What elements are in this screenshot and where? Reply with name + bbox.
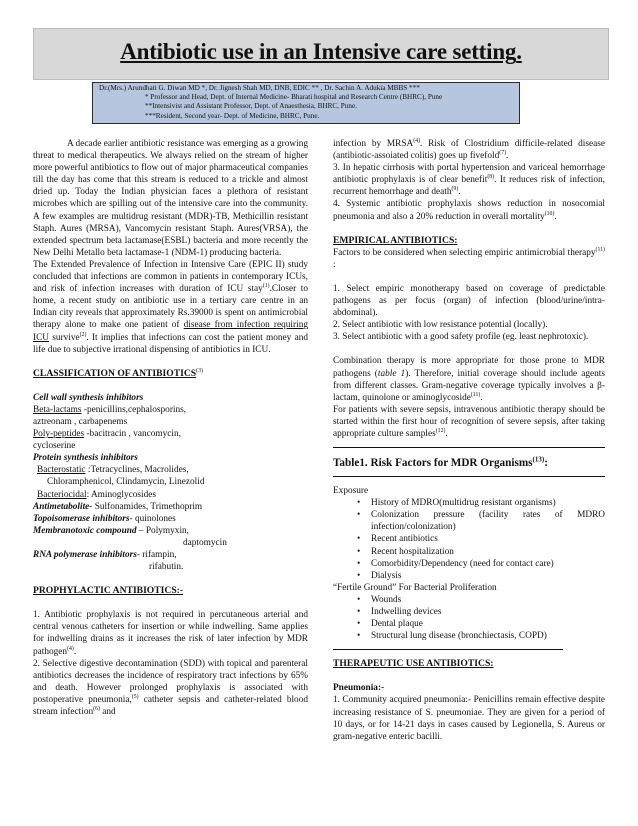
class-betalactams: [33, 404, 308, 416]
left-column: [33, 138, 308, 718]
therapeutic-heading: THERAPEUTIC USE ANTIBIOTICS:: [333, 658, 494, 670]
classification-heading-text: CLASSIFICATION OF ANTIBIOTICS: [33, 367, 197, 379]
fertile-ground-label: “Fertile Ground” For Bacterial Proliferation: [333, 582, 497, 593]
table-reference: table 1: [377, 368, 406, 379]
intro-2-text-d: survive: [49, 332, 80, 343]
antimetabolite-label: Antimetabolite-: [33, 501, 93, 512]
class-cell-wall: Cell wall synthesis inhibitors: [33, 392, 144, 403]
class-antimetabolite: [33, 501, 308, 513]
polypeptides-label: Poly-peptides: [33, 429, 85, 440]
combo-text-c: .: [480, 392, 483, 403]
list-item: • Wounds: [371, 594, 605, 606]
paper-title-text: Antibiotic use in an Intensive care setting: [120, 39, 517, 64]
intro-paragraph-1: A decade earlier antibiotic resistance was emerging as a growing threat to medical therapeutics. We always relied on the stream of higher more powerful antibiotics to flow out of major pharmaceutical companies till the day has come that this stream is reduced to a trickle and almost dried up. Today the Indian physician faces a plethora of resistant microbes which are spilling out of the intensive care into the community. A few examples are multidrug resistant (MDR)-TB, Methicillin resistant Staph. Aures (MRSA), Vancomycin resistant Staph. Aures(VRSA), the extended spectrum beta lactamase(ESBL) bacteria and more recently the New Delhi Metallo beta lactamase-1 (NDM-1) producing bacteria.: [33, 139, 308, 258]
table-title-text: Table1. Risk Factors for MDR Organisms: [333, 457, 533, 470]
p3-text-a: 3. In hepatic cirrhosis with portal hypertension and variceal hemorrhage antibiotic prophylaxis is of clear benefit: [333, 163, 605, 186]
proph-2-text-a: 2. Selective digestive decontamination (SDD) with topical and parenteral antibiotics decreases the incidence of respiratory tract infections by 65% and death. However prolonged prophylaxis is associated with postoperative pneumonia,: [33, 658, 308, 705]
pneumonia-paragraph: 1. Community acquired pneumonia:- Penicillins remain effective despite increasing resistance of S. pneumoniae. They are given for a period of 10 days, or for 14-21 days in cases caused by Legionella, S. Aureus or gram-negative enteric bacilli.: [333, 695, 605, 742]
antimetabolite-text: Sulfonamides, Trimethoprim: [92, 501, 203, 512]
rna-label: RNA polymerase inhibitors: [33, 550, 137, 560]
class-polypeptides: [33, 428, 308, 440]
prophylactic-point-1: [33, 609, 308, 657]
bactericidal-text: : Aminoglycosides: [86, 489, 157, 500]
class-cycloserine: cycloserine: [33, 441, 76, 452]
bacteriostatic-text: :Tetracyclines, Macrolides,: [85, 465, 189, 476]
intro-2-text-b: .Closer to home, a recent study on antibiotic use in a tertiary care centre in an Indian city reveals that approximately Rs.39000 is spent on antimicrobial therapy alone to make one patient of: [33, 284, 308, 331]
class-bactericidal: [33, 489, 308, 501]
severe-text-a: For patients with severe sepsis, intravenous antibiotic therapy should be started within the first hour of recognition of severe sepsis, after taking appropriate culture samples: [333, 404, 605, 439]
table-bottom-rule: [333, 649, 563, 650]
proph-1-end: .: [73, 646, 77, 657]
empirical-intro: [333, 247, 605, 271]
exposure-label: Exposure: [333, 486, 369, 497]
citation-4b: (4): [413, 137, 421, 144]
table-header-rule: [333, 476, 605, 477]
emp-text-a: Factors to be considered when selecting empiric antimicrobial therapy: [333, 247, 596, 258]
p3-text-b: . It reduces risk of infection, recurrent hemorrhage and death: [333, 175, 606, 198]
list-item: • Indwelling devices: [371, 606, 605, 618]
empirical-heading: EMPIRICAL ANTIBIOTICS:: [333, 234, 458, 246]
citation-3: (3): [196, 367, 203, 374]
citation-10: (10): [544, 210, 555, 217]
citation-1: (1): [262, 283, 270, 290]
bacteriostatic-label: Bacterostatic: [37, 465, 86, 476]
author-affiliation-1: * Professor and Head, Dept. of Internal Medicine- Bharati hospital and Research Centre (BHRC), Pune: [145, 93, 443, 102]
table-title-end: :: [544, 457, 548, 470]
combo-text-a: Combination therapy is more appropriate for those prone to MDR pathogens (: [333, 356, 605, 379]
class-aztreonam: aztreonam , carbapenems: [33, 416, 128, 427]
rna-text: - rifampin,: [136, 550, 177, 560]
p4-text-a: 4. Systemic antibiotic prophylaxis shows reduction in nosocomial pneumonia and also a 20% reduction in overall mortality: [333, 199, 605, 222]
cont-text-c: .: [506, 151, 509, 162]
p4-text-b: .: [554, 211, 557, 222]
empirical-point-2: 2. Select antibiotic with low resistance potential (locally).: [333, 320, 548, 331]
list-item: • Structural lung disease (bronchiectasis, COPD): [371, 630, 605, 642]
right-column: [333, 138, 605, 743]
intro-paragraph-2: [33, 259, 308, 356]
paper-title-trail: .: [516, 39, 522, 64]
class-chloramphenicol: Chloramphenicol, Clindamycin, Linezolid: [47, 477, 205, 488]
polypeptides-text: -bacitracin , vancomycin,: [84, 429, 181, 440]
list-item: • Comorbidity/Dependency (need for contact care): [371, 558, 605, 570]
citation-6: (6): [93, 705, 100, 712]
proph-1-text: 1. Antibiotic prophylaxis is not required in percutaneous arterial and central venous catheters for insertion or while indwelling. Same applies for indwelling drains as it increases the risk of later infection by MDR pathogen: [33, 610, 308, 657]
prophylactic-heading: PROPHYLACTIC ANTIBIOTICS:-: [33, 585, 184, 597]
class-daptomycin: daptomycin: [183, 537, 227, 548]
class-bacteriostatic: [33, 464, 308, 476]
risk-factor-table: [333, 485, 605, 642]
author-affiliation-3: ***Resident, Second year- Dept. of Medicine, BHRC, Pune.: [145, 111, 320, 120]
emp-text-b: :: [333, 259, 336, 270]
list-item: • Dialysis: [371, 570, 605, 582]
combo-text-b: ). Therefore, initial coverage should include agents from different classes. Gram-negative coverage typically involves a β-lactam, quinolone or aminoglycoside: [333, 368, 605, 403]
prophylactic-point-3: [333, 162, 605, 198]
pneumonia-heading: Pneumonia:-: [333, 683, 385, 694]
cont-text-a: infection by MRSA: [333, 139, 414, 149]
paper-title: [34, 39, 608, 65]
class-rifabutin: rifabutin.: [149, 562, 184, 573]
intro-2-text-e: . It implies that infections can cost the patient money and life due to subjective irrational dispensing of antibiotics in ICU.: [33, 332, 308, 355]
table-title: [333, 456, 605, 470]
severe-sepsis-paragraph: [333, 404, 605, 440]
empirical-point-3: 3. Select antibiotic with a good safety profile (eg. least nephrotoxic).: [333, 332, 589, 343]
topoisomerase-text: - quinolones: [129, 513, 176, 524]
citation-7: (7): [499, 150, 507, 156]
prophylactic-continued: [333, 138, 605, 162]
citation-8: (8): [487, 174, 495, 181]
author-info-box: [92, 82, 520, 124]
citation-2: (2): [79, 331, 87, 338]
author-affiliation-2: **Intensivist and Assistant Professor, Dept. of Anaesthesia, BHRC, Pune.: [145, 102, 357, 111]
intro-2-underlined: disease from infection requiring ICU: [33, 320, 308, 343]
list-item: • Recent hospitalization: [371, 546, 605, 558]
cont-text-b: . Risk of Clostridium difficile-related disease (antibiotic-assoiated colitis) goes up fivefold: [333, 139, 605, 162]
proph-2-text-c: and: [99, 707, 116, 718]
class-membranotoxic: [33, 525, 308, 537]
classification-list: [33, 392, 308, 573]
betalactams-label: Beta-lactams: [33, 404, 82, 415]
proph-2-text-b: catheter sepsis and catheter-related blood stream infection: [33, 694, 309, 718]
fertile-ground-list: [333, 594, 605, 642]
prophylactic-point-4: [333, 198, 605, 222]
class-protein: Protein synthesis inhibitors: [33, 453, 138, 464]
citation-13: (13): [532, 455, 545, 464]
bactericidal-label: Bacteriocidal: [37, 489, 87, 500]
list-item: • Dental plaque: [371, 618, 605, 630]
list-item: • Colonization pressure (facility rates of MDRO infection/colonization): [371, 509, 605, 533]
empirical-point-1: 1. Select empiric monotherapy based on coverage of predictable pathogens as per focus (organ) of infection (blood/urine/intra-abdominal).: [333, 283, 605, 319]
intro-2-text-a: The Extended Prevalence of Infection in Intensive Care (EPIC II) study concluded that infections are common in patients in contemporary ICUs, and risk of infection increases with duration of ICU stay: [33, 259, 308, 295]
class-rna: [33, 549, 308, 561]
list-item: • Recent antibiotics: [371, 533, 605, 545]
membranotoxic-label: Membranotoxic compound: [33, 525, 137, 536]
topoisomerase-label: Topoisomerase inhibitors: [33, 513, 130, 524]
author-names: Dr.(Mrs.) Arundhati G. Diwan MD *, Dr. Jignesh Shah MD, DNB, EDIC ** , Dr. Sachin A. Adukia MBBS ***: [99, 84, 420, 92]
betalactams-text: -penicillins,cephalosporins,: [81, 404, 187, 415]
exposure-list: [333, 497, 605, 582]
classification-heading: [33, 368, 308, 380]
title-banner: [33, 28, 609, 80]
severe-text-b: .: [445, 428, 448, 439]
prophylactic-point-2: [33, 658, 308, 718]
citation-11: (11): [595, 246, 605, 253]
citation-12: (12): [435, 427, 446, 434]
citation-5: (5): [131, 693, 139, 700]
membranotoxic-text: – Polymyxin,: [136, 525, 190, 536]
list-item: • History of MDRO(multidrug resistant organisms): [371, 497, 605, 509]
citation-9: (9): [451, 186, 459, 193]
p3-text-c: .: [458, 187, 461, 198]
citation-4: (4): [67, 645, 74, 652]
citation-11b: (11): [470, 391, 481, 398]
class-topoisomerase: [33, 513, 308, 525]
combination-paragraph: [333, 355, 605, 403]
table-top-rule: [333, 447, 605, 448]
